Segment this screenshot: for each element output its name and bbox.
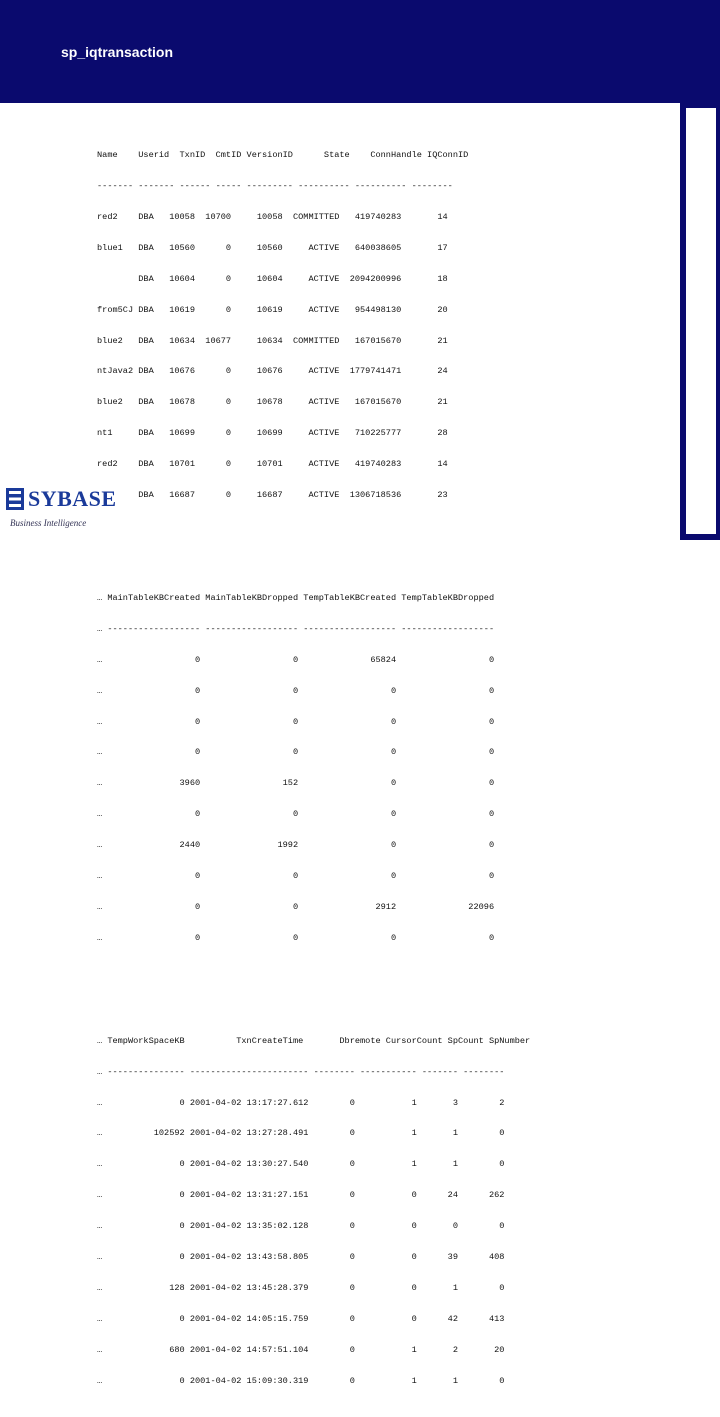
result-row: ntJava2 DBA 10676 0 10676 ACTIVE 1779741471 24 <box>97 366 448 377</box>
result-row: … 0 0 0 0 <box>97 932 495 943</box>
column-separator: ------- ------- ------ ----- --------- ---------- ---------- -------- <box>97 181 453 192</box>
result-row: … 0 2001-04-02 14:05:15.759 0 0 42 413 <box>97 1313 505 1324</box>
result-row: … 0 0 0 0 <box>97 870 495 881</box>
column-separator: … ------------------ ------------------ ------------------ ------------------ <box>97 623 495 634</box>
result-row: nt1 DBA 10699 0 10699 ACTIVE 710225777 28 <box>97 428 448 439</box>
logo-wordmark: SYBASE <box>28 486 117 511</box>
result-row: … 0 0 0 0 <box>97 685 495 696</box>
result-row: red2 DBA 10701 0 10701 ACTIVE 419740283 14 <box>97 459 448 470</box>
result-row: … 2440 1992 0 0 <box>97 840 495 851</box>
output-block-1 <box>97 130 530 521</box>
result-row: … 0 0 0 0 <box>97 809 495 820</box>
result-row: … 680 2001-04-02 14:57:51.104 0 1 2 20 <box>97 1344 505 1355</box>
column-header: Name Userid TxnID CmtID VersionID State ConnHandle IQConnID <box>97 150 469 161</box>
column-header: … TempWorkSpaceKB TxnCreateTime Dbremote CursorCount SpCount SpNumber <box>97 1035 531 1046</box>
result-row: DBA 16687 0 16687 ACTIVE 1306718536 23 <box>97 489 448 500</box>
result-row: blue1 DBA 10560 0 10560 ACTIVE 640038605 17 <box>97 242 448 253</box>
output-block-2 <box>97 572 530 963</box>
result-row: blue2 DBA 10678 0 10678 ACTIVE 167015670 21 <box>97 397 448 408</box>
result-row: … 0 0 0 0 <box>97 716 495 727</box>
result-row: … 0 2001-04-02 13:31:27.151 0 0 24 262 <box>97 1190 505 1201</box>
result-row: … 102592 2001-04-02 13:27:28.491 0 1 1 0 <box>97 1128 505 1139</box>
result-row: DBA 10604 0 10604 ACTIVE 2094200996 18 <box>97 273 448 284</box>
slide-title: sp_iqtransaction <box>61 44 174 60</box>
result-row: … 0 2001-04-02 15:09:30.319 0 1 1 0 <box>97 1375 505 1386</box>
column-separator: … --------------- ----------------------- -------- ----------- ------- -------- <box>97 1066 505 1077</box>
result-row: blue2 DBA 10634 10677 10634 COMMITTED 167015670 21 <box>97 335 448 346</box>
block-spacer <box>97 984 530 994</box>
result-row: … 0 2001-04-02 13:35:02.128 0 0 0 0 <box>97 1221 505 1232</box>
result-row: … 128 2001-04-02 13:45:28.379 0 0 1 0 <box>97 1282 505 1293</box>
block-spacer <box>97 541 530 551</box>
result-row: from5CJ DBA 10619 0 10619 ACTIVE 954498130 20 <box>97 304 448 315</box>
result-row: … 0 2001-04-02 13:17:27.612 0 1 3 2 <box>97 1097 505 1108</box>
column-header: … MainTableKBCreated MainTableKBDropped TempTableKBCreated TempTableKBDropped <box>97 592 495 603</box>
sybase-mark-icon <box>6 488 24 510</box>
output-block-3 <box>97 1015 530 1406</box>
result-row: red2 DBA 10058 10700 10058 COMMITTED 419740283 14 <box>97 211 448 222</box>
result-row: … 0 2001-04-02 13:30:27.540 0 1 1 0 <box>97 1159 505 1170</box>
result-row: … 0 0 65824 0 <box>97 654 495 665</box>
procedure-output <box>97 109 530 1417</box>
result-row: … 3960 152 0 0 <box>97 778 495 789</box>
result-row: … 0 2001-04-02 13:43:58.805 0 0 39 408 <box>97 1251 505 1262</box>
result-row: … 0 0 0 0 <box>97 747 495 758</box>
side-strip-panel <box>686 108 716 534</box>
result-row: … 0 0 2912 22096 <box>97 901 495 912</box>
logo-tagline: Business Intelligence <box>10 518 87 528</box>
sybase-logo <box>6 488 136 534</box>
